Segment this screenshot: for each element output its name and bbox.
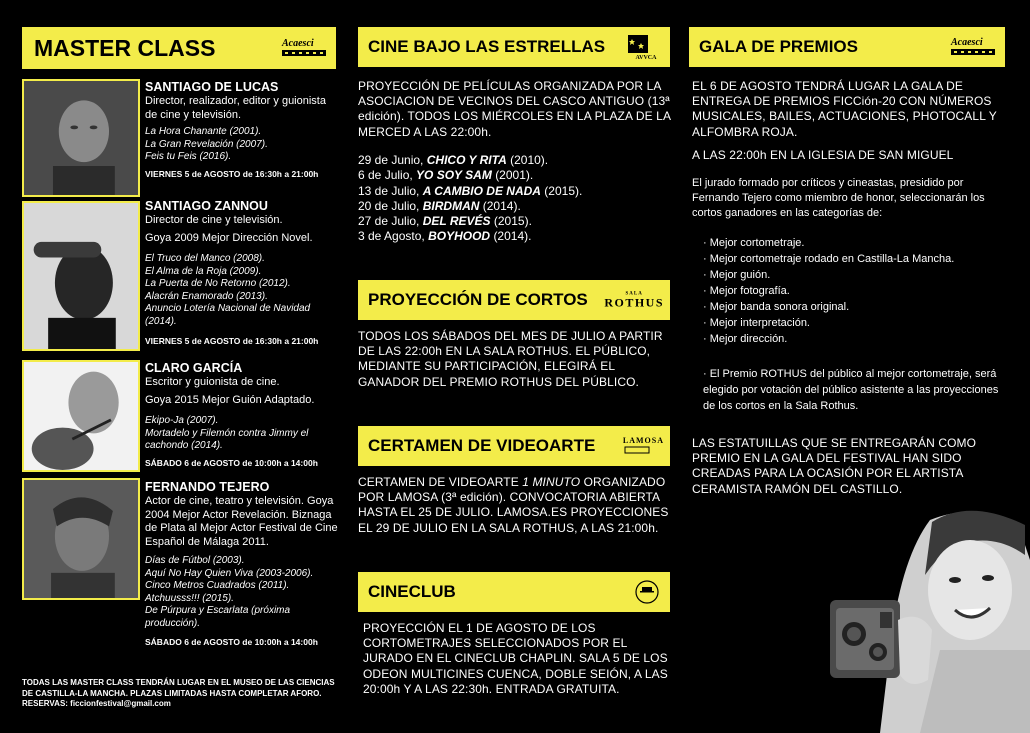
speaker-role: Director de cine y televisión. (145, 214, 283, 226)
speaker-photo-claro-garcia (22, 360, 140, 472)
gala-rothus-prize: · El Premio ROTHUS del público al mejor cortometraje, será elegido por votación del público asistente a las proyecciones de los cortos en la Sala Rothus. (703, 368, 999, 412)
vintage-camera-woman-image (820, 500, 1030, 733)
film-item: 27 de Julio, DEL REVÉS (2015). (358, 214, 532, 229)
cineclub-header (358, 572, 670, 612)
cine-bajo-title: CINE BAJO LAS ESTRELLAS (368, 37, 606, 56)
speaker-photo-fernando-tejero (22, 478, 140, 600)
cine-bajo-films (358, 153, 676, 245)
cineclub-description: PROYECCIÓN EL 1 DE AGOSTO DE LOS CORTOMETRAJES SELECCIONADOS POR EL JURADO EN EL CINECLUB CHAPLIN. SALA 5 DE LOS ODEON MULTICINES CUENCA, DOBLE SEIÓN, A LAS 20:00h Y A LAS 22:30h. ENTRADA GRATUITA. (363, 621, 668, 696)
speaker-block-santiago-zannou (145, 199, 340, 347)
speaker-works: El Truco del Manco (2008). El Alma de la Roja (2009). La Puerta de No Retorno (2012). Alacrán Enamorado (2013). Anuncio Lotería Nacional de Navidad (2014). (145, 253, 311, 327)
film-item: 29 de Junio, CHICO Y RITA (2010). (358, 153, 549, 167)
speaker-name: FERNANDO TEJERO (145, 480, 270, 494)
speaker-works: Ekipo-Ja (2007). Mortadelo y Filemón contra Jimmy el cachondo (2014). (145, 415, 309, 451)
category-item: · Mejor interpretación. (703, 317, 810, 329)
acaesci-logo: Acaesci (282, 39, 326, 57)
speaker-award: Goya 2015 Mejor Guión Adaptado. (145, 393, 315, 406)
gala-jury: El jurado formado por críticos y cineastas, presidido por Fernando Tejero como miembro de honor, seleccionarán los cortos ganadores en las categorías de: (692, 177, 985, 219)
cortos-description: TODOS LOS SÁBADOS DEL MES DE JULIO A PARTIR DE LAS 22:00h EN LA SALA ROTHUS. EL PÚBLICO, MEDIANTE SU PARTICIPACIÓN, ELEGIRÁ EL GANADOR DEL PREMIO ROTHUS DEL PÚBLICO. (358, 329, 663, 389)
film-strip-icon (282, 49, 326, 57)
speaker-name: SANTIAGO ZANNOU (145, 199, 268, 213)
film-item: 6 de Julio, YO SOY SAM (2001). (358, 168, 534, 183)
category-item: · Mejor fotografía. (703, 285, 790, 297)
cortos-header (358, 280, 670, 320)
category-item: · Mejor dirección. (703, 333, 788, 345)
speaker-award: Goya 2009 Mejor Dirección Novel. (145, 231, 313, 244)
film-item: 20 de Julio, BIRDMAN (2014). (358, 198, 521, 213)
speaker-date: VIERNES 5 de AGOSTO de 16:30h a 21:00h (145, 168, 319, 179)
gala-time: A LAS 22:00h EN LA IGLESIA DE SAN MIGUEL (692, 148, 954, 162)
speaker-photo-santiago-zannou (22, 201, 140, 351)
avvca-logo: AVVCA (626, 33, 666, 61)
category-item: · Mejor guión. (703, 269, 771, 281)
speaker-works: Días de Fútbol (2003). Aquí No Hay Quien Viva (2003-2006). Cinco Metros Cuadrados (2011). Atchuusss!!! (2015). De Púrpura y Escarlata (próxima producción). (145, 555, 314, 629)
woman-camera-illustration (820, 500, 1030, 733)
speaker-name: CLARO GARCÍA (145, 361, 243, 375)
speaker-block-fernando-tejero (145, 480, 340, 648)
category-item: · Mejor banda sonora original. (703, 301, 850, 313)
cine-bajo-header (358, 27, 670, 67)
gala-header (689, 27, 1005, 67)
speaker-photo-santiago-de-lucas (22, 79, 140, 197)
lamosa-mark-icon (623, 445, 651, 455)
speaker-date: VIERNES 5 de AGOSTO de 16:30h a 21:00h (145, 336, 319, 346)
lamosa-logo: LAMOSA (623, 437, 664, 455)
cine-bajo-description: PROYECCIÓN DE PELÍCULAS ORGANIZADA POR LA ASOCIACION DE VECINOS DEL CASCO ANTIGUO (13ª edición). TODOS LOS MIÉRCOLES EN LA PLAZA DE LA MERCED A LAS 22:00h. (358, 79, 671, 139)
speaker-block-claro-garcia (145, 361, 340, 469)
videoarte-header (358, 426, 670, 466)
stars-icon (626, 33, 666, 55)
speaker-works: La Hora Chanante (2001). La Gran Revelación (2007). Feis tu Feis (2016). (145, 126, 268, 162)
speaker-role: Director, realizador, editor y guionista de cine y televisión. (145, 95, 326, 121)
film-item: 3 de Agosto, BOYHOOD (2014). (358, 229, 532, 244)
cortos-title: PROYECCIÓN DE CORTOS (368, 290, 588, 309)
chaplin-badge-icon (634, 579, 660, 605)
chaplin-logo (634, 579, 660, 605)
category-item: · Mejor cortometraje. (703, 237, 805, 249)
speaker-role: Actor de cine, teatro y televisión. Goya 2004 Mejor Actor Revelación. Biznaga de Plata al Mejor Actor Festival de Cine Español de Málaga 2011. (145, 495, 338, 548)
film-item: 13 de Julio, A CAMBIO DE NADA (2015). (358, 183, 583, 198)
gala-categories (703, 235, 1013, 347)
speaker-date: SÁBADO 6 de AGOSTO de 10:00h a 14:00h (145, 457, 318, 468)
gala-title: GALA DE PREMIOS (699, 37, 858, 56)
speaker-role: Escritor y guionista de cine. (145, 376, 280, 388)
master-class-title: MASTER CLASS (34, 34, 216, 61)
film-strip-icon (951, 48, 995, 56)
speaker-block-santiago-de-lucas (145, 80, 340, 180)
category-item: · Mejor cortometraje rodado en Castilla-La Mancha. (703, 253, 955, 265)
cineclub-title: CINECLUB (368, 582, 456, 601)
master-class-header (22, 27, 336, 69)
speaker-date: SÁBADO 6 de AGOSTO de 10:00h a 14:00h (145, 637, 318, 647)
master-class-footnote: TODAS LAS MASTER CLASS TENDRÁN LUGAR EN EL MUSEO DE LAS CIENCIAS DE CASTILLA-LA MANCHA. PLAZAS LIMITADAS HASTA COMPLETAR AFORO. RESERVAS: ficcionfestival@gmail.com (22, 678, 335, 708)
gala-intro: EL 6 DE AGOSTO TENDRÁ LUGAR LA GALA DE ENTREGA DE PREMIOS FICCión-20 CON NÚMEROS MUSICALES, BAILES, ACTUACIONES, PHOTOCALL Y ALFOMBRA ROJA. (692, 79, 997, 139)
acaesci-logo: Acaesci (951, 38, 995, 56)
gala-statuettes: LAS ESTATUILLAS QUE SE ENTREGARÁN COMO PREMIO EN LA GALA DEL FESTIVAL HAN SIDO CREADAS PARA LA OCASIÓN POR EL ARTISTA CERAMISTA RAMÓN DEL CASTILLO. (692, 436, 977, 496)
videoarte-description: CERTAMEN DE VIDEOARTE 1 MINUTO ORGANIZADO POR LAMOSA (3ª edición). CONVOCATORIA ABIERTA HASTA EL 25 DE JULIO. LAMOSA.ES PROYECCIONES EL 29 DE JULIO EN LA SALA ROTHUS, A LAS 21:00h. (358, 475, 669, 535)
videoarte-title: CERTAMEN DE VIDEOARTE (368, 436, 596, 455)
rothus-logo: SALA ROTHUS (604, 291, 664, 310)
speaker-name: SANTIAGO DE LUCAS (145, 80, 279, 94)
